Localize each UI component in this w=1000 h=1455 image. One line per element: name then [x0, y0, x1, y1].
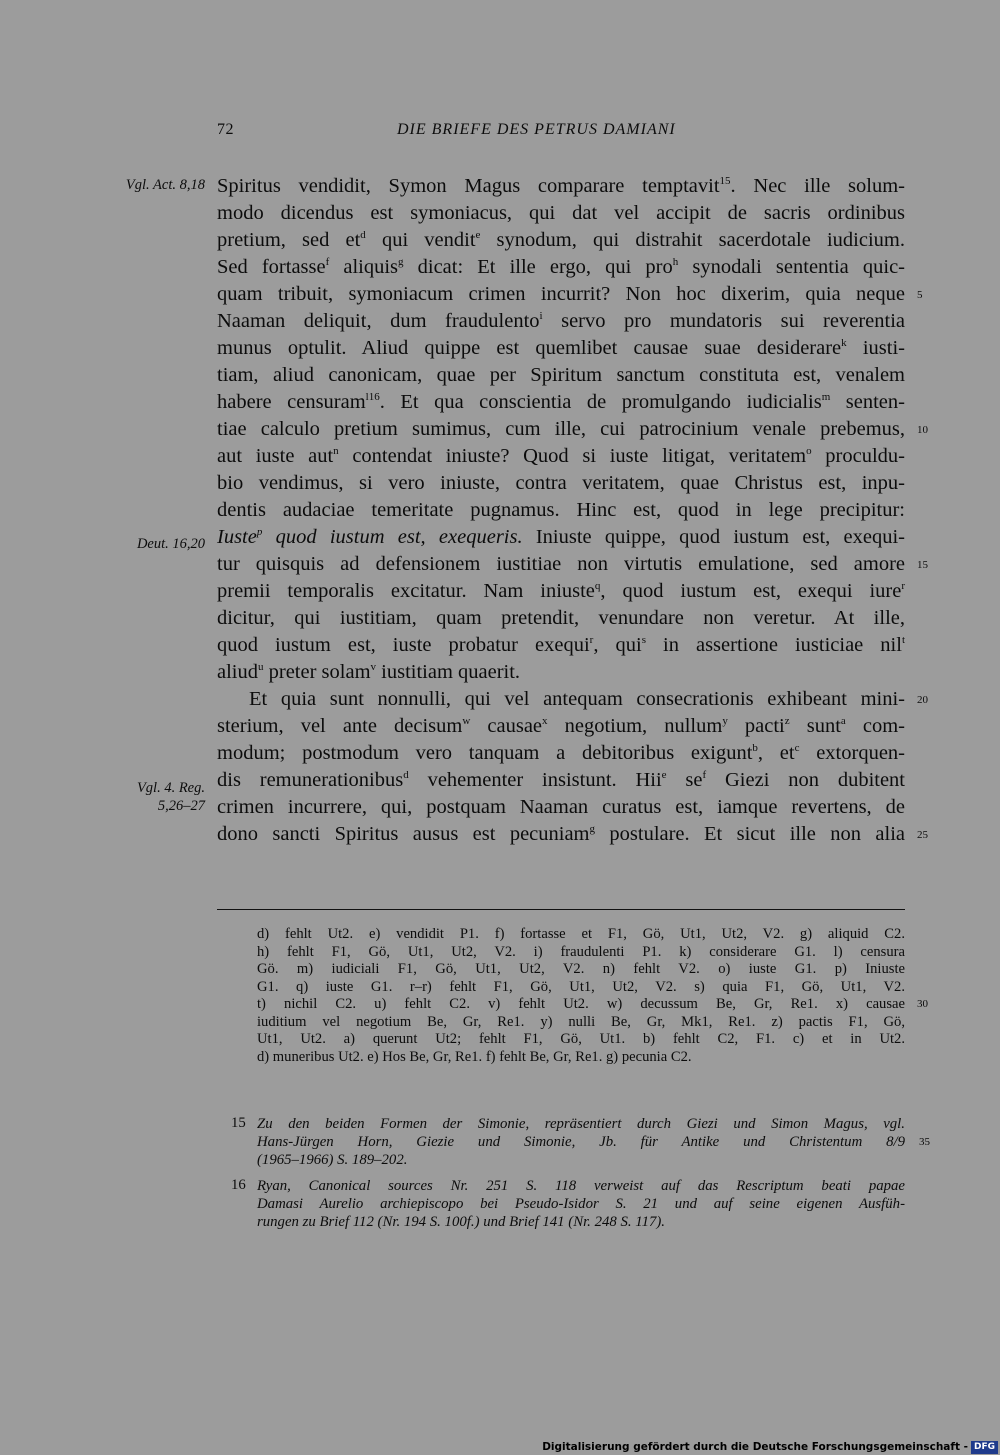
text-line: crimen incurrere, qui, postquam Naaman curatus est, iamque revertens, de	[217, 796, 905, 818]
apparatus-line: d) fehlt Ut2. e) vendidit P1. f) fortasse et F1, Gö, Ut1, Ut2, V2. g) aliquid C2.	[257, 926, 905, 942]
margin-note: Vgl. Act. 8,18	[125, 177, 205, 193]
line-number: 35	[919, 1136, 930, 1148]
footnote-line: Hans-Jürgen Horn, Giezie und Simonie, Jb. für Antike und Christentum 8/9	[257, 1134, 905, 1150]
text-line: dicitur, qui iustitiam, quam pretendit, venundare non veretur. At ille,	[217, 607, 905, 629]
footnote-line: (1965–1966) S. 189–202.	[257, 1152, 408, 1168]
apparatus-line: G1. q) iuste G1. r–r) fehlt F1, Gö, Ut1, Ut2, V2. s) quia F1, Gö, Ut1, V2.	[257, 978, 905, 995]
text-line: tiae calculo pretium sumimus, cum ille, cui patrocinium venale prebemus, 10	[217, 416, 905, 443]
line-number: 30	[917, 998, 928, 1010]
footnote-number: 15	[231, 1115, 246, 1131]
margin-note: Deut. 16,20	[136, 536, 205, 552]
apparatus-line: iuditium vel negotium Be, Gr, Re1. y) nulli Be, Gr, Mk1, Re1. z) pactis F1, Gö,	[257, 1013, 905, 1030]
footnote-line: Damasi Aurelio archiepiscopo bei Pseudo-Isidor S. 21 und auf seine eigenen Ausfüh-	[257, 1196, 905, 1212]
text-line: dentis audaciae temeritate pugnamus. Hinc est, quod in lege precipitur:	[217, 499, 905, 521]
text-line: dis remunerationibus$^d$ vehementer insistunt. Hii$^e$ $se^f$ Giezi non dubitent	[217, 769, 905, 791]
text-line: Iuste$^p$ quod iustum est, exequeris. Iniuste quippe, quod iustum est, exequi-	[217, 526, 905, 548]
apparatus-line: h) fehlt F1, Gö, Ut1, Ut2, V2. i) fraudulenti P1. k) considerare G1. l) censura	[257, 943, 905, 960]
apparatus-line: Gö. m) iudiciali F1, Gö, Ut1, Ut2, V2. n) fehlt V2. o) iuste G1. p) Iniuste	[257, 961, 905, 977]
text-line: Et quia sunt nonnulli, qui vel antequam consecrationis exhibeant mini- 20	[217, 686, 905, 713]
text-line: tiam, aliud canonicam, quae per Spiritum sanctum constituta est, venalem	[217, 364, 905, 386]
digitization-footer	[542, 1439, 1000, 1455]
text-line: pretium, sed $et^d$ qui vendit$^e$ synodum, qui distrahit sacerdotale iudicium.	[217, 229, 905, 251]
apparatus-line: Ut1, Ut2. a) querunt Ut2; fehlt F1, Gö, Ut1. b) fehlt C2, F1. c) et in Ut2.	[257, 1031, 905, 1047]
text-line: dono sancti Spiritus ausus est pecuniam$^g$ postulare. Et sicut ille non alia 25	[217, 821, 905, 848]
footnote-number: 16	[231, 1177, 246, 1193]
text-line: bio vendimus, si vero iniuste, contra veritatem, quae Christus est, inpu-	[217, 472, 905, 494]
footnote	[231, 1177, 905, 1231]
margin-note: Vgl. 4. Reg.	[136, 780, 205, 796]
text-line: quod iustum est, iuste probatur exequi$^r$, qui$^s$ in assertione iusticiae nil$^t$	[217, 634, 905, 656]
page-number: 72	[217, 121, 234, 138]
line-number: 15	[917, 559, 928, 571]
footnotes	[231, 1115, 930, 1239]
text-line: Sed fortasse$^f$ aliquis$^g$ dicat: Et ille ergo, qui pro$^h$ synodali sententia quic-	[217, 256, 906, 278]
text-line: aliud$^u$ preter solam$^v$ iustitiam quaerit.	[217, 661, 521, 683]
footnote-line-wrap	[257, 1133, 930, 1151]
apparatus-line-wrap	[257, 996, 928, 1014]
text-line: tur quisquis ad defensionem iustitiae non virtutis emulatione, sed amore 15	[217, 551, 905, 578]
dfg-logo: DFG	[971, 1441, 998, 1454]
line-number: 10	[917, 424, 928, 436]
text-line: aut iuste aut$^n$ contendat iniuste? Quod si iuste litigat, veritatem$^o$ proculdu-	[217, 445, 905, 467]
apparatus-line: d) muneribus Ut2. e) Hos Be, Gr, Re1. f) fehlt Be, Gr, Re1. g) pecunia C2.	[257, 1048, 692, 1065]
footnote-line: rungen zu Brief 112 (Nr. 194 S. 100f.) und Brief 141 (Nr. 248 S. 117).	[257, 1214, 665, 1230]
apparatus-line: t) nichil C2. u) fehlt C2. v) fehlt Ut2. w) decussum Be, Gr, Re1. x) causae	[257, 996, 905, 1012]
footer-text: Digitalisierung gefördert durch die Deutsche Forschungsgemeinschaft -	[542, 1441, 968, 1453]
footnote-line: Zu den beiden Formen der Simonie, repräsentiert durch Giezi und Simon Magus, vgl.	[257, 1116, 905, 1132]
main-text	[217, 173, 928, 848]
text-line: modo dicendus est symoniacus, qui dat vel accipit de sacris ordinibus	[217, 202, 905, 224]
margin-note: 5,26–27	[157, 798, 205, 814]
text-line: Spiritus vendidit, Symon Magus comparare temptavit$^{15}$. Nec ille solum-	[217, 175, 905, 197]
line-number: 25	[917, 829, 928, 841]
text-line: quam tribuit, symoniacum crimen incurrit? Non hoc dixerim, quia neque 5	[217, 281, 905, 308]
line-number: 20	[917, 694, 928, 706]
text-line: habere censuram$^{l16}$. Et qua conscientia de promulgando iudicialis$^m$ senten-	[217, 391, 905, 413]
running-header	[217, 121, 907, 143]
text-line: munus optulit. Aliud quippe est quemlibet causae suae desiderare$^k$ iusti-	[217, 337, 905, 359]
text-line: sterium, vel ante decisum$^w$ causae$^x$ negotium, nullum$^y$ pacti$^z$ sunt$^a$ com-	[217, 715, 905, 737]
footnote-line: Ryan, Canonical sources Nr. 251 S. 118 verweist auf das Rescriptum beati papae	[257, 1178, 905, 1194]
footnote-rule	[217, 909, 905, 910]
running-title: DIE BRIEFE DES PETRUS DAMIANI	[397, 121, 676, 138]
text-line: Naaman deliquit, dum fraudulento$^i$ servo pro mundatoris sui reverentia	[217, 310, 905, 332]
footnote	[231, 1115, 930, 1169]
critical-apparatus	[257, 926, 928, 1066]
text-line: modum; postmodum vero tanquam a debitoribus exigunt$^b$, $et^c$ extorquen-	[217, 742, 906, 764]
line-number: 5	[917, 289, 923, 301]
text-line: premii temporalis excitatur. Nam iniuste$^q$, quod iustum est, exequi iure$^r$	[217, 580, 906, 602]
